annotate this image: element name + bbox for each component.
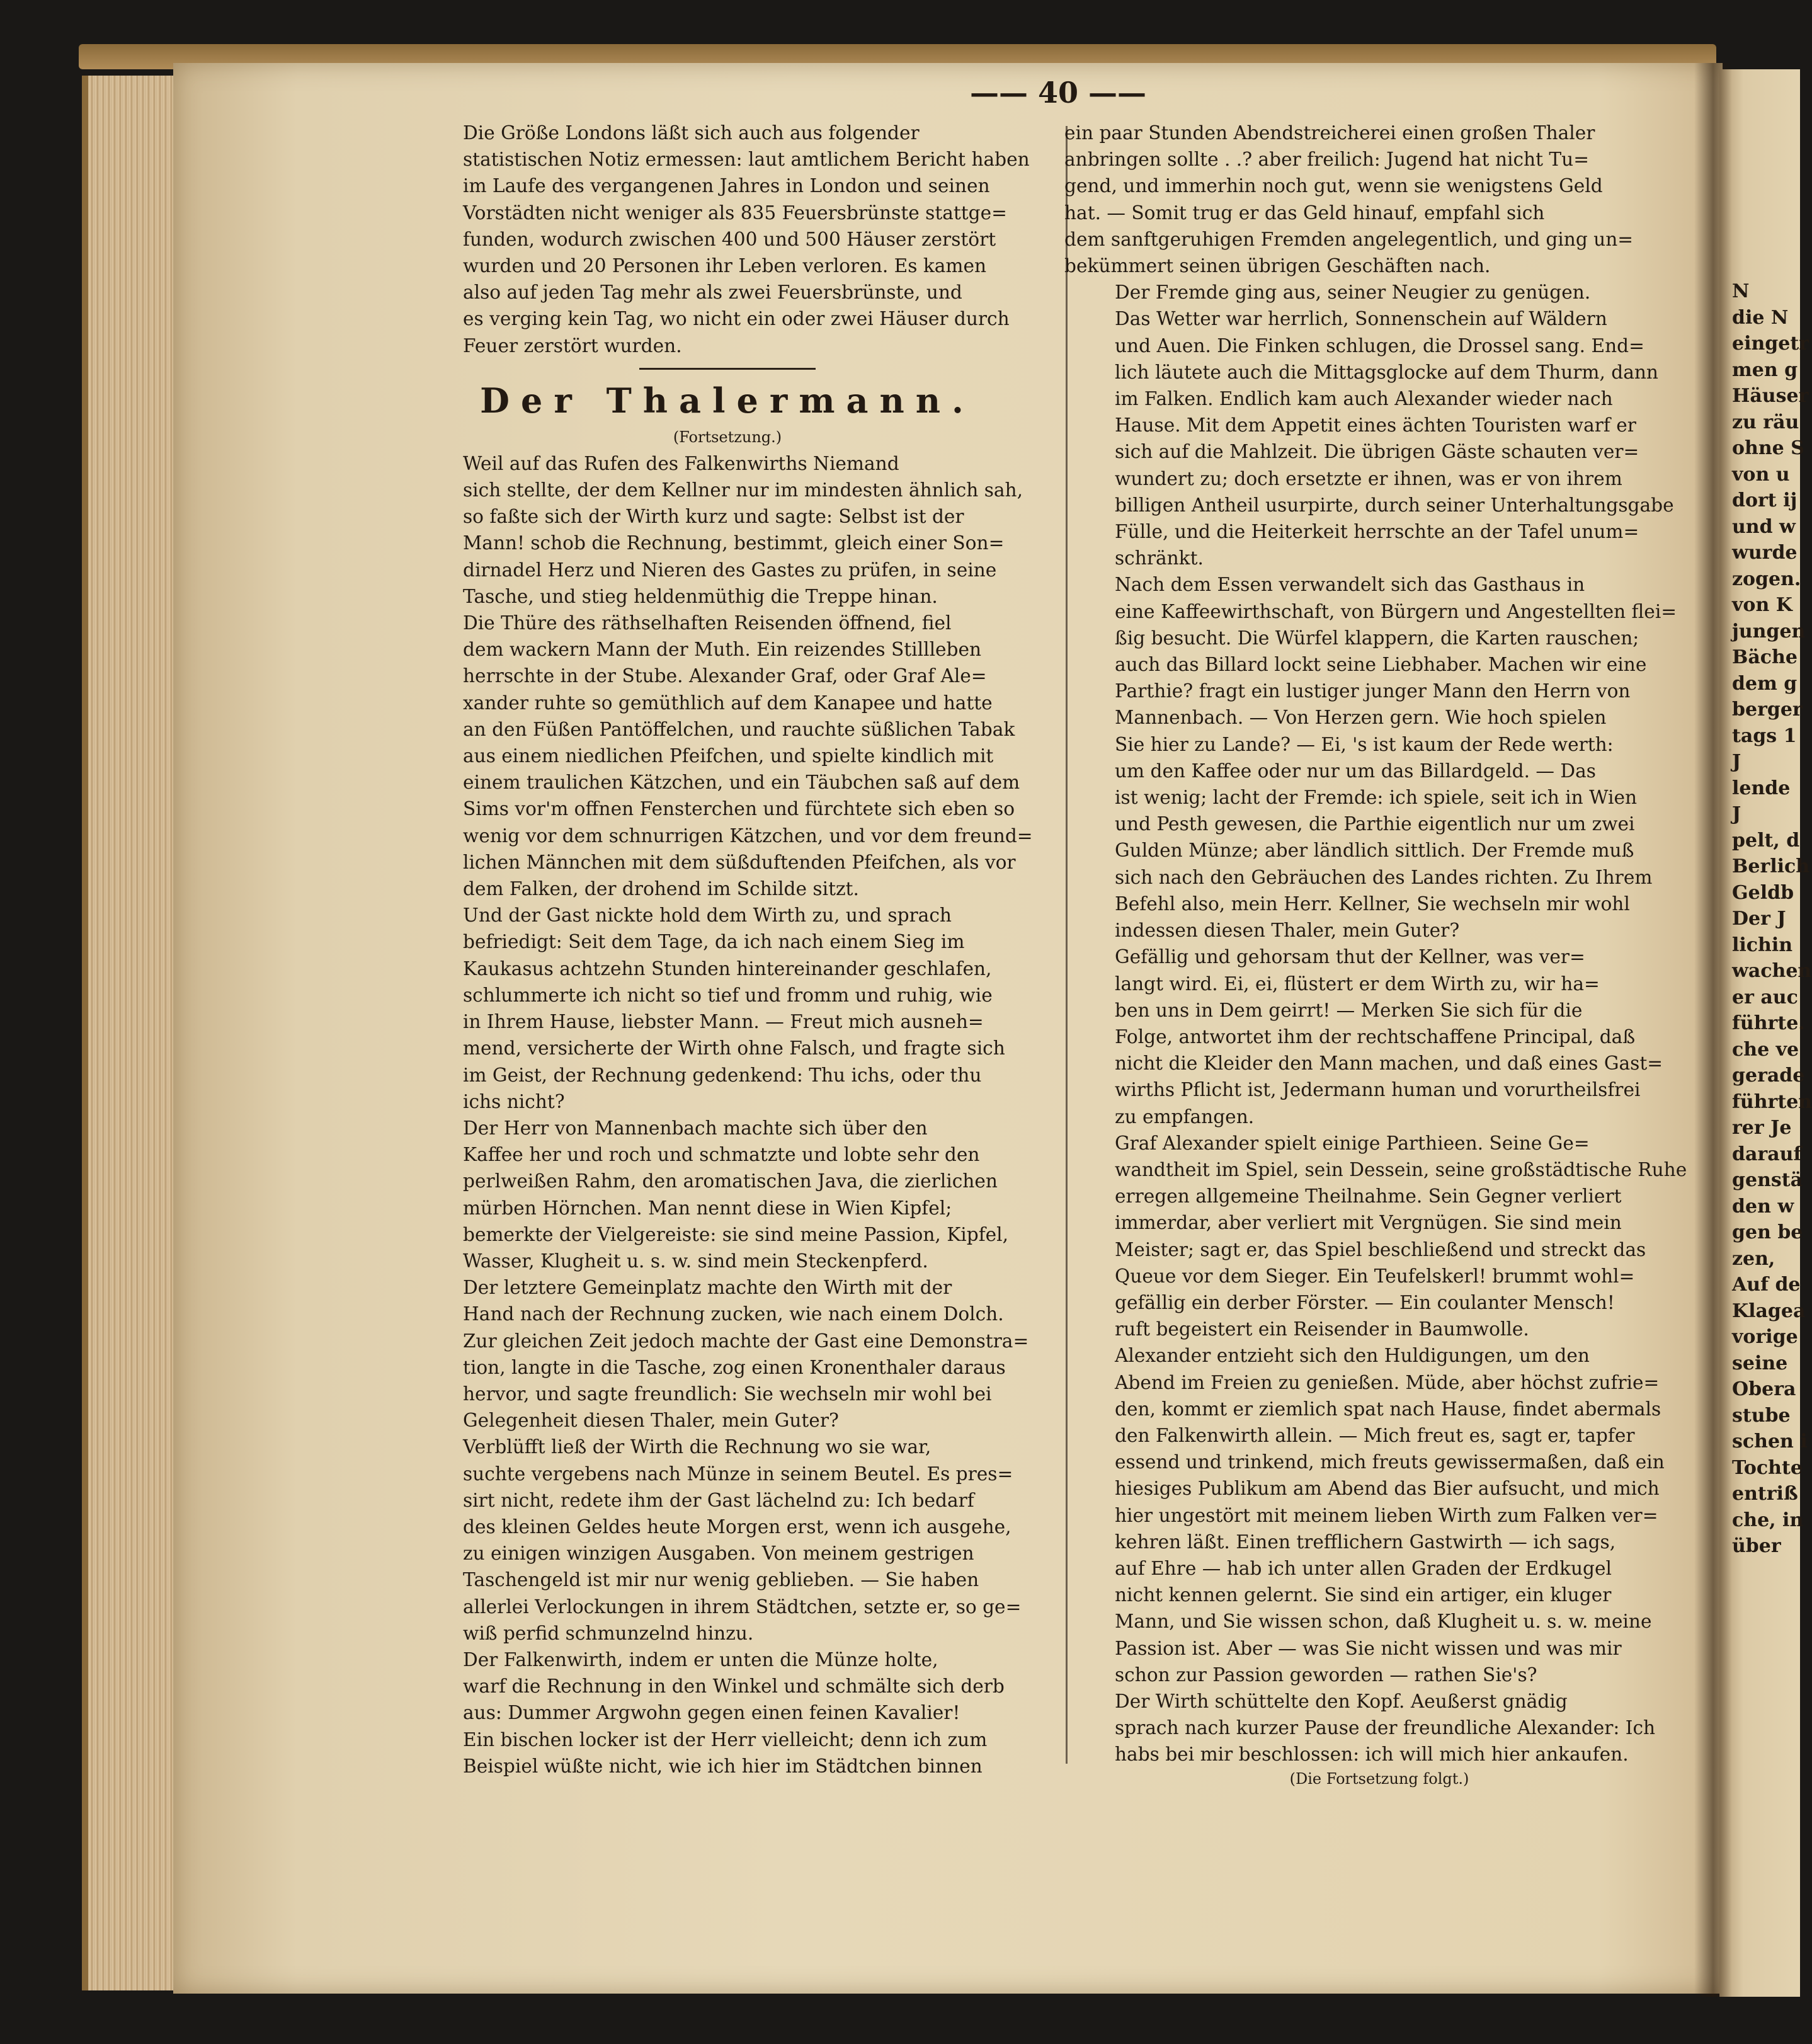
next-page-line: Geldb — [1732, 881, 1794, 904]
story-paragraph — [413, 610, 1042, 902]
next-page-line — [1732, 200, 1801, 227]
next-page-line: zu räu — [1732, 411, 1799, 433]
london-fires-paragraph — [413, 120, 1042, 359]
text-line: warf die Rechnung in den Winkel und schmälte sich derb — [463, 1676, 1005, 1698]
text-line: lich läutete auch die Mittagsglocke auf dem Thurm, dann — [1115, 361, 1658, 383]
text-line: bekümmert seinen übrigen Geschäften nach. — [1064, 255, 1491, 277]
next-page-text — [1732, 69, 1812, 1560]
text-line: indessen diesen Thaler, mein Guter? — [1115, 920, 1460, 942]
next-page-line — [1732, 226, 1801, 253]
text-line: Kaukasus achtzehn Stunden hintereinander geschlafen, — [463, 957, 992, 979]
text-line: ichs nicht? — [463, 1090, 565, 1112]
text-line: mürben Hörnchen. Man nennt diese in Wien Kipfel; — [463, 1197, 952, 1219]
next-page-line: entriß — [1732, 1483, 1798, 1505]
text-line: allerlei Verlockungen in ihrem Städtchen, setzte er, so ge= — [463, 1596, 1022, 1618]
text-line: Taschengeld ist mir nur wenig geblieben. — Sie haben — [463, 1569, 979, 1591]
text-line: Das Wetter war herrlich, Sonnenschein auf Wäldern — [1115, 308, 1607, 330]
text-line: Kaffee her und roch und schmatzte und lobte sehr den — [463, 1144, 980, 1166]
text-line: Abend im Freien zu genießen. Müde, aber höchst zufrie= — [1115, 1371, 1660, 1393]
text-line: hervor, und sagte freundlich: Sie wechseln mir wohl bei — [463, 1383, 992, 1405]
text-line: einem traulichen Kätzchen, und ein Täubchen saß auf dem — [463, 772, 1020, 794]
next-page-line: und w — [1732, 515, 1796, 538]
text-line: Mann! schob die Rechnung, bestimmt, gleich einer Son= — [463, 532, 1005, 554]
next-page-line: führten — [1732, 1090, 1812, 1113]
text-line: Befehl also, mein Herr. Kellner, Sie wechseln mir wohl — [1115, 893, 1630, 915]
continuation-note: (Die Fortsetzung folgt.) — [1289, 1769, 1469, 1788]
next-page-line: darauf — [1732, 1143, 1802, 1165]
gutter-shadow — [1694, 63, 1732, 1997]
text-line: Sie hier zu Lande? — Ei, 's ist kaum der Rede werth: — [1115, 733, 1614, 755]
text-line: Der Herr von Mannenbach machte sich über den — [463, 1117, 928, 1139]
text-line: Hause. Mit dem Appetit eines ächten Touristen warf er — [1115, 414, 1636, 437]
text-line: befriedigt: Seit dem Tage, da ich nach einem Sieg im — [463, 931, 965, 953]
next-page-line: eingetr — [1732, 333, 1809, 355]
next-page-line: lende — [1732, 777, 1791, 799]
text-line: Weil auf das Rufen des Falkenwirths Niemand — [463, 452, 899, 474]
text-line: langt wird. Ei, ei, flüstert er dem Wirth zu, wir ha= — [1115, 973, 1600, 995]
text-line: sirt nicht, redete ihm der Gast lächelnd zu: Ich bedarf — [463, 1489, 974, 1511]
next-page-line — [1732, 148, 1801, 174]
story-paragraph — [1064, 571, 1694, 944]
text-line: Parthie? fragt ein lustiger junger Mann den Herrn von — [1115, 680, 1631, 702]
text-line: habs bei mir beschlossen: ich will mich hier ankaufen. — [1115, 1744, 1629, 1766]
text-line: anbringen sollte . .? aber freilich: Jugend hat nicht Tu= — [1064, 149, 1590, 171]
text-line: essend und trinkend, mich freuts gewissermaßen, daß ein — [1115, 1451, 1665, 1473]
text-line: Ein bischen locker ist der Herr vielleicht; denn ich zum — [463, 1728, 988, 1750]
next-page-line — [1732, 174, 1801, 200]
next-page-line: wachen — [1732, 960, 1812, 982]
story-paragraph — [1064, 944, 1694, 1129]
next-page-line: N — [1732, 280, 1750, 302]
text-line: Beispiel wüßte nicht, wie ich hier im Städtchen binnen — [463, 1755, 983, 1777]
next-page-line: zen, — [1732, 1247, 1775, 1270]
text-line: Und der Gast nickte hold dem Wirth zu, und sprach — [463, 905, 952, 927]
text-line: hier ungestört mit meinem lieben Wirth zum Falken ver= — [1115, 1504, 1658, 1526]
text-line: schlummerte ich nicht so tief und fromm und ruhig, wie — [463, 984, 993, 1006]
page-stack-edge — [82, 76, 183, 1990]
next-page-line: die N — [1732, 306, 1789, 329]
text-line: Tasche, und stieg heldenmüthig die Treppe hinan. — [463, 585, 938, 607]
next-page-line: seine — [1732, 1352, 1788, 1374]
text-line: Mann, und Sie wissen schon, daß Klugheit u. s. w. meine — [1115, 1611, 1652, 1633]
text-line: im Geist, der Rechnung gedenkend: Thu ichs, oder thu — [463, 1064, 982, 1086]
text-line: Mannenbach. — Von Herzen gern. Wie hoch spielen — [1115, 707, 1607, 729]
next-page-line: jungen — [1732, 620, 1806, 642]
text-line: aus einem niedlichen Pfeifchen, und spielte kindlich mit — [463, 745, 994, 767]
text-line: kehren läßt. Einen trefflichern Gastwirth — ich sags, — [1115, 1531, 1616, 1553]
text-line: Hand nach der Rechnung zucken, wie nach einem Dolch. — [463, 1303, 1004, 1325]
text-line: wandtheit im Spiel, sein Dessein, seine großstädtische Ruhe — [1115, 1158, 1687, 1180]
text-line: im Laufe des vergangenen Jahres in London und seinen — [463, 175, 990, 197]
text-line: zu empfangen. — [1115, 1105, 1255, 1128]
text-line: ein paar Stunden Abendstreicherei einen großen Thaler — [1064, 122, 1595, 144]
text-line: tion, langte in die Tasche, zog einen Kronenthaler daraus — [463, 1356, 1006, 1378]
text-line: billigen Antheil usurpirte, durch seiner Unterhaltungsgabe — [1115, 494, 1674, 516]
story-paragraph — [413, 1647, 1042, 1779]
next-page-line: Auf de — [1732, 1274, 1801, 1296]
text-line: Vorstädten nicht weniger als 835 Feuersbrünste stattge= — [463, 202, 1007, 224]
text-line: Feuer zerstört wurden. — [463, 334, 682, 357]
text-line: ruft begeistert ein Reisender in Baumwolle. — [1115, 1318, 1529, 1340]
text-line: dirnadel Herz und Nieren des Gastes zu prüfen, in seine — [463, 559, 997, 581]
text-line: den Falkenwirth allein. — Mich freut es, sagt er, tapfer — [1115, 1424, 1635, 1446]
story-paragraph — [1064, 1130, 1694, 1343]
text-line: gefällig ein derber Förster. — Ein coulanter Mensch! — [1115, 1291, 1615, 1313]
text-line: xander ruhte so gemüthlich auf dem Kanapee und hatte — [463, 692, 993, 714]
text-line: Sims vor'm offnen Fensterchen und fürchtete sich eben so — [463, 798, 1015, 820]
text-line: Die Thüre des räthselhaften Reisenden öffnend, fiel — [463, 612, 952, 634]
text-line: Zur gleichen Zeit jedoch machte der Gast eine Demonstra= — [463, 1330, 1029, 1352]
text-line: Der Fremde ging aus, seiner Neugier zu genügen. — [1115, 282, 1591, 304]
story-continuation-label: (Fortsetzung.) — [673, 428, 782, 446]
left-column — [413, 120, 1042, 1779]
story-paragraph — [1064, 1688, 1694, 1768]
text-line: Der Wirth schüttelte den Kopf. Aeußerst gnädig — [1115, 1690, 1568, 1712]
text-line: sprach nach kurzer Pause der freundliche Alexander: Ich — [1115, 1717, 1656, 1739]
text-line: hiesiges Publikum am Abend das Bier aufsucht, und mich — [1115, 1478, 1660, 1500]
next-page-line: dem g — [1732, 672, 1798, 695]
text-line: bemerkte der Vielgereiste: sie sind meine Passion, Kipfel, — [463, 1223, 1009, 1245]
next-page-line: von K — [1732, 594, 1792, 616]
text-line: erregen allgemeine Theilnahme. Sein Gegner verliert — [1115, 1185, 1622, 1208]
text-line: Verblüfft ließ der Wirth die Rechnung wo sie war, — [463, 1436, 932, 1458]
text-line: es verging kein Tag, wo nicht ein oder zwei Häuser durch — [463, 308, 1010, 330]
text-line: Gelegenheit diesen Thaler, mein Guter? — [463, 1410, 839, 1432]
text-line: hat. — Somit trug er das Geld hinauf, empfahl sich — [1064, 202, 1545, 224]
text-line: wurden und 20 Personen ihr Leben verloren. Es kamen — [463, 255, 987, 277]
next-page-line: berger — [1732, 699, 1803, 721]
text-line: immerdar, aber verliert mit Vergnügen. Sie sind mein — [1115, 1212, 1622, 1234]
next-page-line: von u — [1732, 463, 1790, 486]
text-line: sich nach den Gebräuchen des Landes richten. Zu Ihrem — [1115, 866, 1653, 888]
text-line: Queue vor dem Sieger. Ein Teufelskerl! brummt wohl= — [1115, 1265, 1635, 1287]
text-line: im Falken. Endlich kam auch Alexander wieder nach — [1115, 388, 1613, 410]
next-page-line: stube — [1732, 1404, 1791, 1427]
text-line: Nach dem Essen verwandelt sich das Gasthaus in — [1115, 574, 1585, 596]
text-line: aus: Dummer Argwohn gegen einen feinen Kavalier! — [463, 1702, 960, 1724]
text-line: Gefällig und gehorsam thut der Kellner, was ver= — [1115, 946, 1585, 968]
next-page-line: Klagea — [1732, 1299, 1806, 1322]
next-page-line: Bäche — [1732, 646, 1798, 668]
next-page-line: J — [1732, 803, 1741, 825]
text-line: suchte vergebens nach Münze in seinem Beutel. Es pres= — [463, 1463, 1013, 1485]
text-line: Der Falkenwirth, indem er unten die Münze holte, — [463, 1648, 938, 1670]
text-line: wundert zu; doch ersetzte er ihnen, was er von ihrem — [1115, 467, 1622, 489]
story-title: Der Thalermann. — [480, 380, 975, 421]
text-line: ist wenig; lacht der Fremde: ich spiele, seit ich in Wien — [1115, 787, 1638, 809]
next-page-line: schen i — [1732, 1430, 1808, 1453]
text-line: den, kommt er ziemlich spat nach Hause, findet abermals — [1115, 1398, 1661, 1420]
text-line: gend, und immerhin noch gut, wenn sie wenigstens Geld — [1064, 175, 1603, 197]
next-page-line: wurde — [1732, 542, 1798, 564]
text-line: eine Kaffeewirthschaft, von Bürgern und Angestellten flei= — [1115, 600, 1677, 622]
text-line: so faßte sich der Wirth kurz und sagte: Selbst ist der — [463, 506, 964, 528]
text-line: ßig besucht. Die Würfel klappern, die Karten rauschen; — [1115, 627, 1639, 649]
text-line: nicht kennen gelernt. Sie sind ein artiger, ein kluger — [1115, 1584, 1612, 1606]
text-line: Graf Alexander spielt einige Parthieen. Seine Ge= — [1115, 1132, 1590, 1154]
next-page-line: lichin — [1732, 934, 1793, 956]
text-line: Die Größe Londons läßt sich auch aus folgender — [463, 122, 920, 144]
next-page-line: gen be — [1732, 1221, 1803, 1243]
story-paragraph — [413, 1434, 1042, 1647]
text-line: Fülle, und die Heiterkeit herrschte an der Tafel unum= — [1115, 521, 1639, 543]
text-line: in Ihrem Hause, liebster Mann. — Freut mich ausneh= — [463, 1011, 984, 1033]
next-page-line: J — [1732, 751, 1741, 773]
text-line: ben uns in Dem geirrt! — Merken Sie sich für die — [1115, 999, 1583, 1021]
story-paragraph — [1064, 279, 1694, 571]
text-line: und Pesth gewesen, die Parthie eigentlich nur um zwei — [1115, 813, 1635, 835]
text-line: statistischen Notiz ermessen: laut amtlichem Bericht haben — [463, 149, 1030, 171]
text-line: dem sanftgeruhigen Fremden angelegentlich, und ging un= — [1064, 228, 1634, 250]
text-line: Der letztere Gemeinplatz machte den Wirth mit der — [463, 1277, 952, 1299]
next-page-line: che ve — [1732, 1038, 1799, 1061]
next-page-line: führte. — [1732, 1012, 1805, 1034]
story-paragraph — [413, 1274, 1042, 1434]
next-page-line: che, in — [1732, 1509, 1804, 1531]
story-paragraph — [413, 450, 1042, 610]
text-line: Meister; sagt er, das Spiel beschließend und streckt das — [1115, 1238, 1646, 1260]
next-page-line: rer Je — [1732, 1117, 1792, 1139]
next-page-line — [1732, 122, 1801, 148]
next-page-line: über — [1732, 1535, 1781, 1557]
next-page-line: ohne S — [1732, 437, 1804, 459]
text-line: also auf jeden Tag mehr als zwei Feuersbrünste, und — [463, 282, 962, 304]
text-line: Wasser, Klugheit u. s. w. sind mein Steckenpferd. — [463, 1250, 928, 1272]
next-page-line: Obera — [1732, 1378, 1796, 1400]
text-line: auch das Billard lockt seine Liebhaber. Machen wir eine — [1115, 654, 1647, 676]
text-line: lichen Männchen mit dem süßduftenden Pfeifchen, als vor — [463, 851, 1016, 873]
next-page-line — [1732, 96, 1801, 122]
text-line: an den Füßen Pantöffelchen, und rauchte süßlichen Tabak — [463, 718, 1015, 740]
text-line: nicht die Kleider den Mann machen, und daß eines Gast= — [1115, 1053, 1663, 1075]
next-page-line: gerade — [1732, 1065, 1805, 1087]
next-page-line: vorige — [1732, 1326, 1798, 1348]
text-line: auf Ehre — hab ich unter allen Graden der Erdkugel — [1115, 1557, 1612, 1579]
next-page-line — [1732, 69, 1801, 96]
text-line: perlweißen Rahm, den aromatischen Java, die zierlichen — [463, 1170, 998, 1192]
text-line: sich auf die Mahlzeit. Die übrigen Gäste schauten ver= — [1115, 441, 1639, 463]
next-page-line: Berlich — [1732, 855, 1810, 877]
text-line: zu einigen winzigen Ausgaben. Von meinem gestrigen — [463, 1543, 974, 1565]
text-line: Gulden Münze; aber ländlich sittlich. Der Fremde muß — [1115, 840, 1634, 862]
text-line: schon zur Passion geworden — rathen Sie's? — [1115, 1664, 1537, 1686]
text-line: dem wackern Mann der Muth. Ein reizendes Stillleben — [463, 639, 982, 661]
next-page-line: den w — [1732, 1195, 1794, 1218]
next-page-line: Häuser — [1732, 385, 1809, 407]
next-page-line: tags 1 — [1732, 724, 1797, 747]
page-number: —— 40 —— — [969, 76, 1147, 110]
right-column — [1064, 120, 1694, 1790]
text-line: funden, wodurch zwischen 400 und 500 Häuser zerstört — [463, 228, 996, 250]
text-line: herrschte in der Stube. Alexander Graf, oder Graf Ale= — [463, 665, 987, 687]
text-line: des kleinen Geldes heute Morgen erst, wenn ich ausgehe, — [463, 1516, 1011, 1538]
text-line: mend, versicherte der Wirth ohne Falsch, und fragte sich — [463, 1037, 1005, 1059]
text-line: Alexander entzieht sich den Huldigungen, um den — [1115, 1345, 1590, 1367]
text-line: schränkt. — [1115, 547, 1204, 569]
text-line: wenig vor dem schnurrigen Kätzchen, und vor dem freund= — [463, 825, 1033, 847]
text-line: Folge, antwortet ihm der rechtschaffene Principal, daß — [1115, 1025, 1636, 1048]
next-page-line: dort ij — [1732, 489, 1798, 511]
text-line: wiß perfid schmunzelnd hinzu. — [463, 1622, 754, 1644]
next-page-line: pelt, d — [1732, 829, 1800, 852]
text-line: sich stellte, der dem Kellner nur im mindesten ähnlich sah, — [463, 479, 1023, 501]
text-line: Passion ist. Aber — was Sie nicht wissen und was mir — [1115, 1637, 1622, 1659]
text-line: dem Falken, der drohend im Schilde sitzt. — [463, 878, 859, 900]
next-page-line — [1732, 253, 1801, 279]
story-paragraph — [413, 902, 1042, 1115]
story-paragraph — [413, 1115, 1042, 1274]
next-page-line: Tochte — [1732, 1456, 1803, 1479]
story-paragraph — [1064, 1342, 1694, 1688]
next-page-line: er auc — [1732, 986, 1798, 1008]
next-page-line: zogen. — [1732, 568, 1801, 590]
text-line: um den Kaffee oder nur um das Billardgeld. — Das — [1115, 760, 1596, 782]
next-page-line: Der J — [1732, 908, 1786, 930]
next-page-line: genstä — [1732, 1169, 1803, 1191]
text-line: wirths Pflicht ist, Jedermann human und vorurtheilsfrei — [1115, 1079, 1641, 1101]
next-page-line: men g — [1732, 358, 1798, 381]
story-paragraph — [1064, 120, 1694, 279]
text-line: und Auen. Die Finken schlugen, die Drossel sang. End= — [1115, 334, 1644, 357]
separator-rule — [639, 368, 816, 370]
